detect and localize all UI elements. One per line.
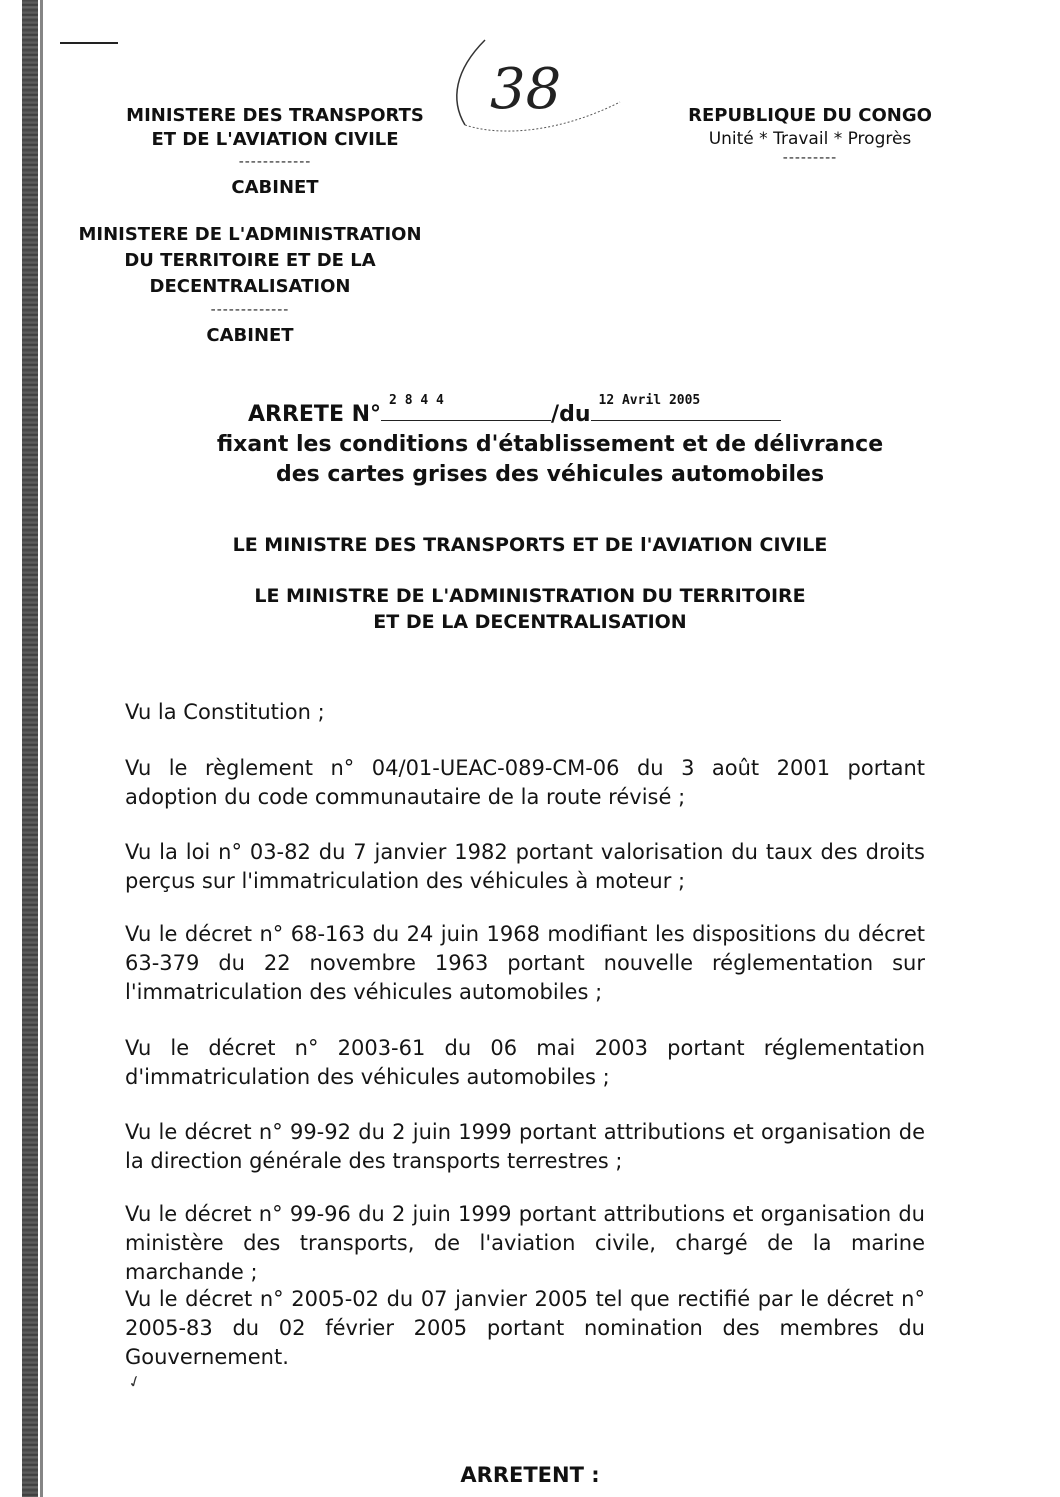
consideration-3: Vu la loi n° 03-82 du 7 janvier 1982 portant valorisation du taux des droits perçus sur l'immatriculation des véhicules à moteur ;	[125, 840, 925, 893]
left-header	[95, 104, 455, 200]
decree-number-field	[381, 393, 551, 421]
du-label: /du	[551, 402, 591, 427]
scan-edge-artifact	[22, 0, 38, 1497]
country-name: REPUBLIQUE DU CONGO	[688, 105, 932, 126]
ministry-transport-line2: ET DE L'AVIATION CIVILE	[151, 129, 399, 150]
arrete-label: ARRETE N°	[248, 402, 382, 427]
corner-pen-mark	[60, 42, 118, 44]
ministry-transport-line1: MINISTERE DES TRANSPORTS	[126, 105, 424, 126]
consideration-5: Vu le décret n° 2003-61 du 06 mai 2003 portant réglementation d'immatriculation des véhicules automobiles ;	[125, 1036, 925, 1089]
separator-2: -------------	[210, 302, 290, 318]
minister-transport: LE MINISTRE DES TRANSPORTS ET DE l'AVIATION CIVILE	[232, 534, 828, 556]
consideration-7: Vu le décret n° 99-96 du 2 juin 1999 portant attributions et organisation du ministère des transports, de l'aviation civile, chargé de la marine marchande ;	[125, 1202, 925, 1284]
minister-admin	[130, 583, 930, 635]
consideration-1: Vu la Constitution ;	[125, 700, 325, 724]
ministry-admin-line2: DU TERRITOIRE ET DE LA	[124, 250, 376, 271]
title-line-2: fixant les conditions d'établissement et de délivrance	[216, 432, 884, 457]
minister-admin-line1: LE MINISTRE DE L'ADMINISTRATION DU TERRITOIRE	[254, 585, 806, 607]
left-header-2	[50, 222, 450, 348]
consideration-2: Vu le règlement n° 04/01-UEAC-089-CM-06 du 3 août 2001 portant adoption du code communautaire de la route révisé ;	[125, 756, 925, 809]
consideration-4: Vu le décret n° 68-163 du 24 juin 1968 modifiant les dispositions du décret 63-379 du 22 novembre 1963 portant nouvelle réglementation sur l'immatriculation des véhicules automobiles ;	[125, 922, 925, 1004]
right-header	[660, 104, 960, 164]
pen-mark: ✓	[125, 1370, 145, 1393]
decree-date-field	[591, 393, 781, 421]
arretent-heading: ARRETENT :	[460, 1463, 600, 1487]
title-line-3: des cartes grises des véhicules automobiles	[275, 462, 825, 487]
decree-number-line	[180, 393, 920, 430]
handwritten-number-mark	[425, 30, 635, 140]
minister-admin-line2: ET DE LA DECENTRALISATION	[373, 611, 687, 633]
separator-1: ------------	[238, 154, 312, 170]
separator-right: ---------	[782, 150, 838, 166]
decree-number: 2 8 4 4	[389, 393, 444, 408]
consideration-8: Vu le décret n° 2005-02 du 07 janvier 2005 tel que rectifié par le décret n° 2005-83 du 02 février 2005 portant nomination des membres du Gouvernement.	[125, 1287, 925, 1369]
national-motto: Unité * Travail * Progrès	[708, 129, 912, 149]
handwritten-number: 38	[490, 57, 562, 122]
decree-title	[180, 393, 920, 490]
scan-edge-line	[40, 0, 43, 1497]
cabinet-2: CABINET	[206, 325, 294, 346]
decree-date: 12 Avril 2005	[598, 393, 701, 408]
consideration-6: Vu le décret n° 99-92 du 2 juin 1999 portant attributions et organisation de la direction générale des transports terrestres ;	[125, 1120, 925, 1173]
cabinet-1: CABINET	[231, 177, 319, 198]
ministry-admin-line1: MINISTERE DE L'ADMINISTRATION	[78, 224, 422, 245]
ministry-admin-line3: DECENTRALISATION	[149, 276, 351, 297]
